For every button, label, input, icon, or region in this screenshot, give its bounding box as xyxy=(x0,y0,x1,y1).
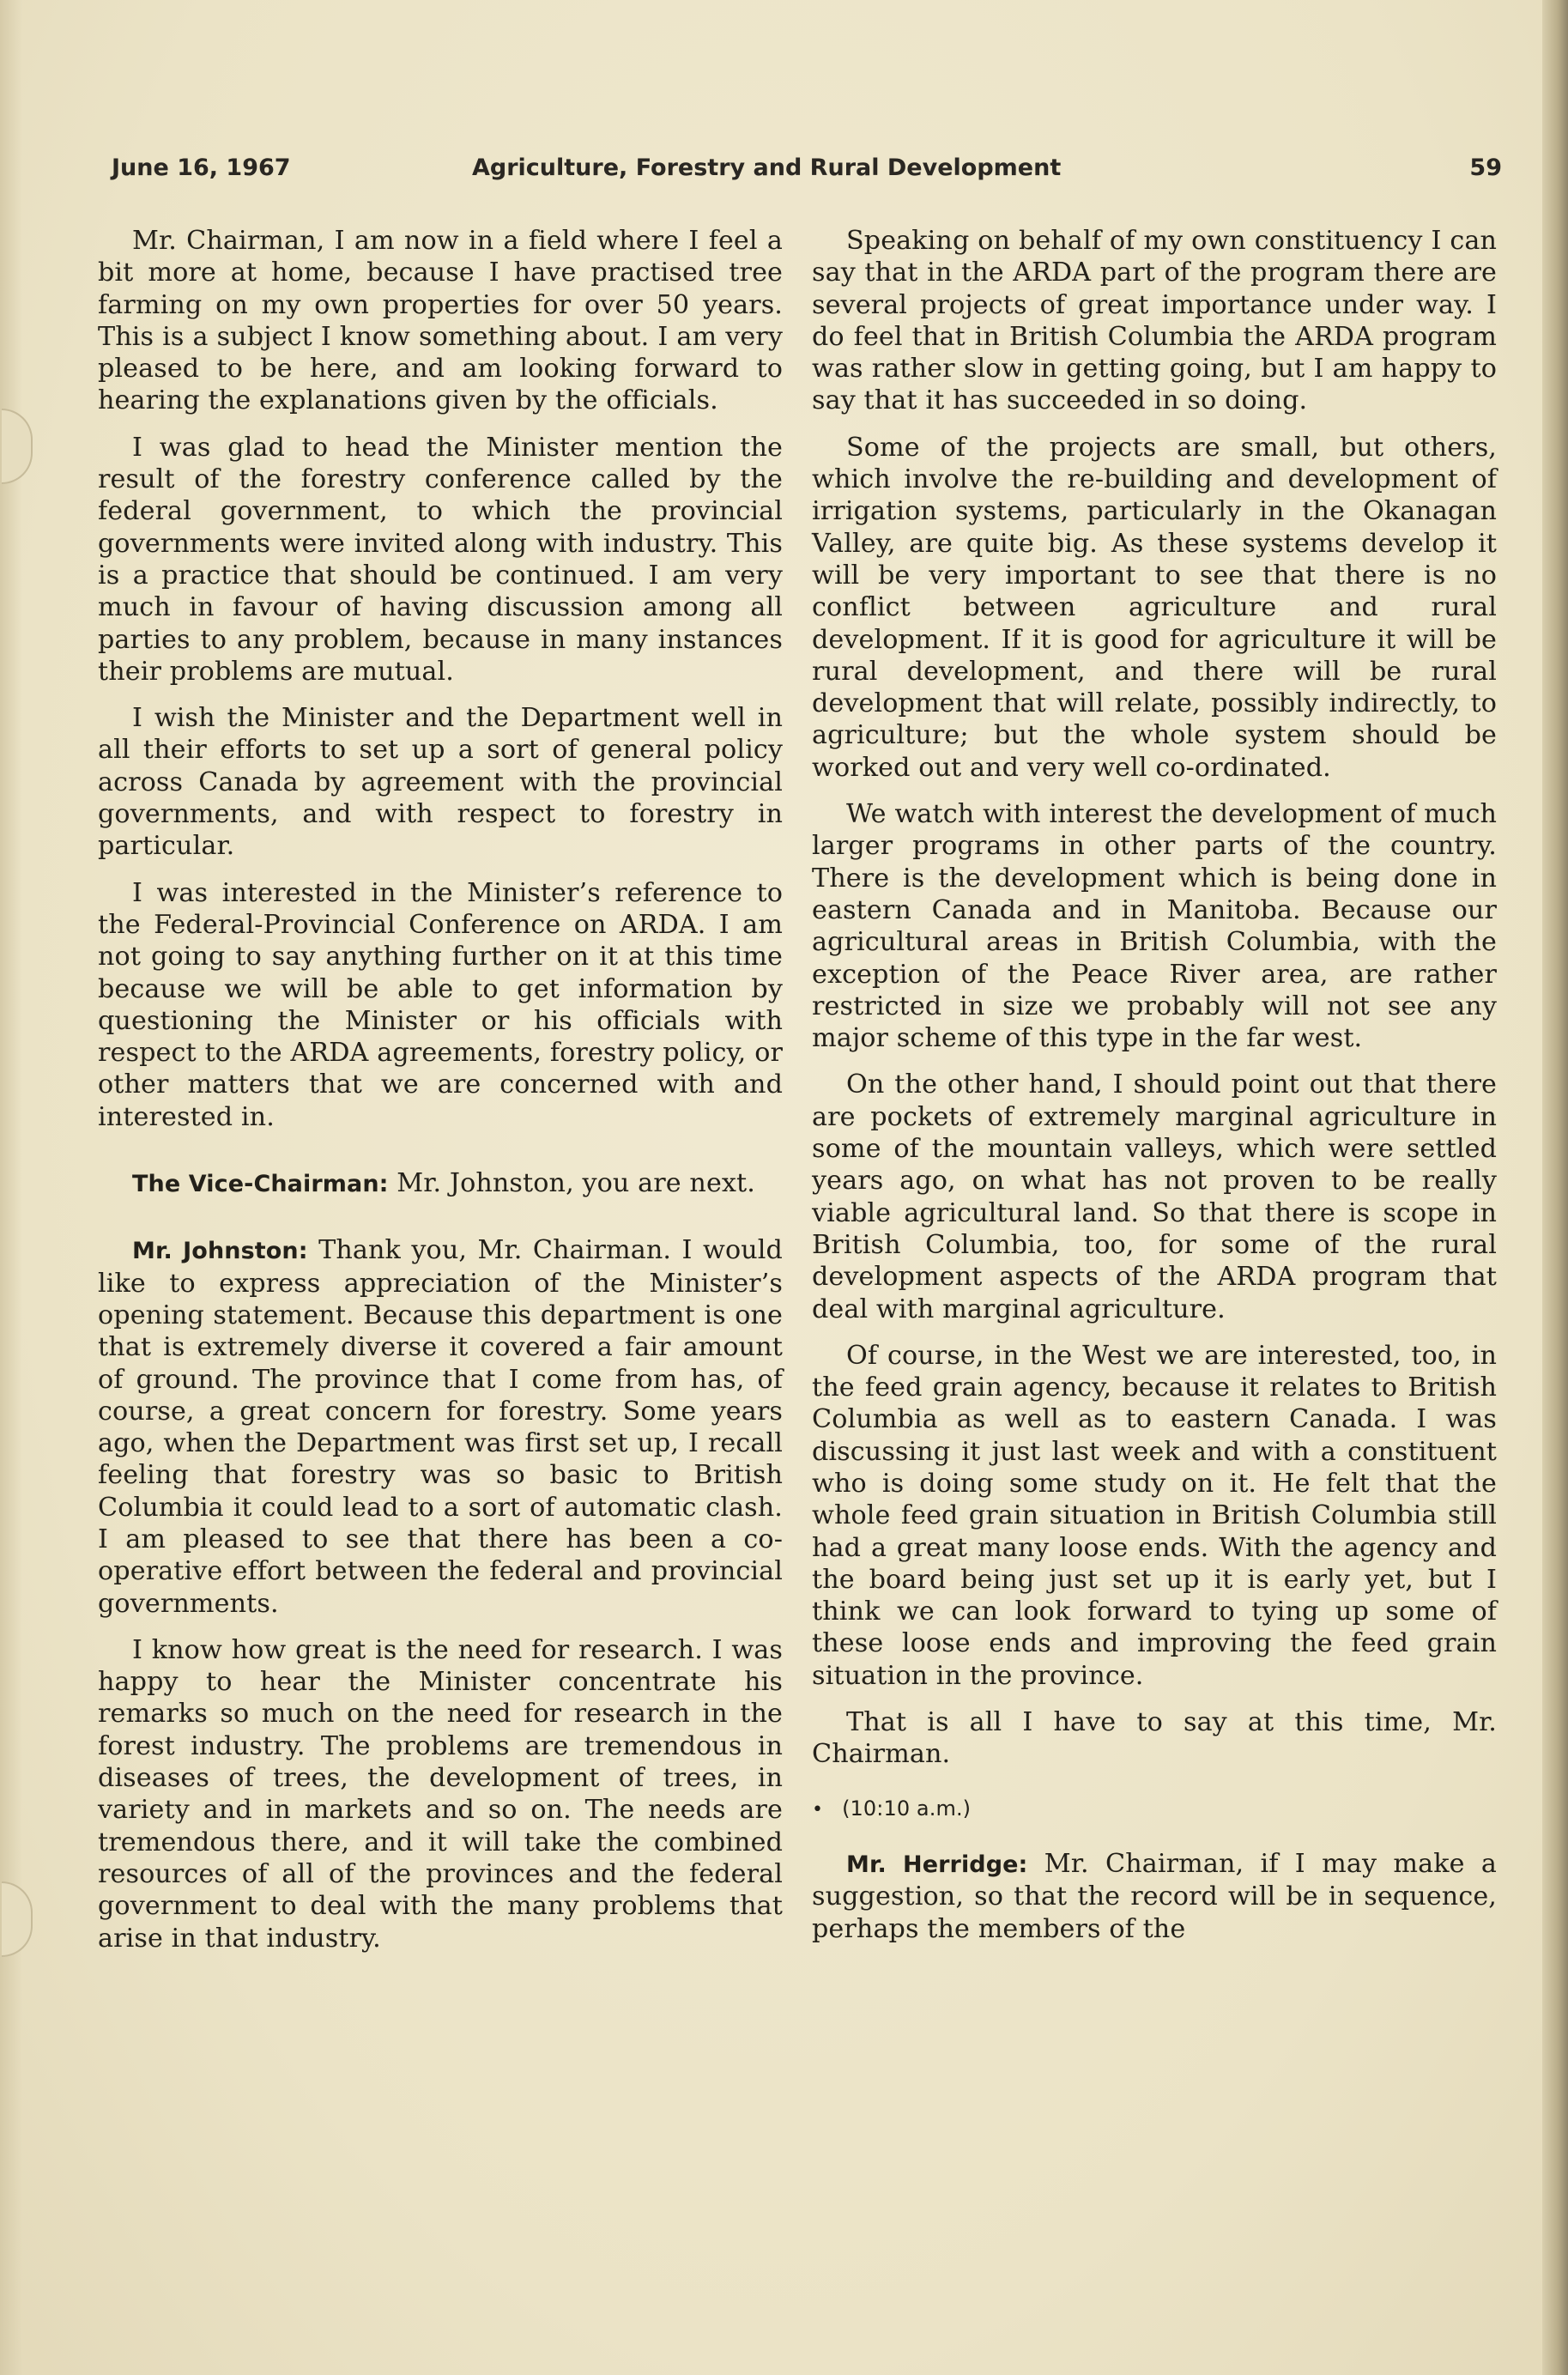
bullet-icon: • xyxy=(812,1798,824,1821)
speech-text: Mr. Chairman, if I may make a suggestion, so that the record will be in sequence, perhaps the members of the xyxy=(812,1848,1497,1944)
paragraph: That is all I have to say at this time, Mr. Chairman. xyxy=(812,1707,1497,1770)
speech-text: Thank you, Mr. Chairman. I would like to express appreciation of the Minister’s opening statement. Because this department is one that is extremely diverse it covered a fair amount of ground. The province that I come from has, of course, a great concern for forestry. Some years ago, when the Department was first set up, I recall feeling that forestry was so basic to British Columbia it could lead to a sort of automatic clash. I am pleased to see that there has been a co-operative effort between the federal and provincial governments. xyxy=(98,1235,783,1619)
paragraph: We watch with interest the development of much larger programs in other parts of the country. There is the development which is being done in eastern Canada and in Manitoba. Because our agricultural areas in British Columbia, with the exception of the Peace River area, are rather restricted in size we probably will not see any major scheme of this type in the far west. xyxy=(812,799,1497,1054)
paragraph: On the other hand, I should point out that there are pockets of extremely marginal agriculture in some of the mountain valleys, which were settled years ago, on what has not proven to be really viable agricultural land. So that there is scope in British Columbia, too, for some of the rural development aspects of the ARDA program that deal with marginal agriculture. xyxy=(812,1069,1497,1324)
header-date: June 16, 1967 xyxy=(112,154,291,181)
binding-shadow xyxy=(0,0,22,2375)
speech-text: Mr. Johnston, you are next. xyxy=(388,1168,755,1199)
speaker-paragraph xyxy=(98,1234,783,1620)
running-header xyxy=(112,154,1502,192)
header-title: Agriculture, Forestry and Rural Development xyxy=(472,154,1062,181)
paragraph: Of course, in the West we are interested, too, in the feed grain agency, because it relates to British Columbia as well as to eastern Canada. I was discussing it just last week and with a constituent who is doing some study on it. He felt that the whole feed grain situation in British Columbia still had a great many loose ends. With the agency and the board being just set up it is early yet, but I think we can look forward to tying up some of these loose ends and improving the feed grain situation in the province. xyxy=(812,1340,1497,1691)
paragraph: Mr. Chairman, I am now in a field where I feel a bit more at home, because I have practised tree farming on my own properties for over 50 years. This is a subject I know something about. I am very pleased to be here, and am looking forward to hearing the explanations given by the officials. xyxy=(98,226,783,416)
page-number: 59 xyxy=(1469,154,1502,181)
speaker-name: The Vice-Chairman: xyxy=(132,1171,389,1198)
left-column xyxy=(98,225,783,1969)
paragraph: Speaking on behalf of my own constituency I can say that in the ARDA part of the program there are several projects of great importance under way. I do feel that in British Columbia the ARDA program was rather slow in getting going, but I am happy to say that it has succeeded in so doing. xyxy=(812,226,1497,416)
right-column xyxy=(812,225,1497,1960)
paragraph: I wish the Minister and the Department well in all their efforts to set up a sort of general policy across Canada by agreement with the provincial governments, and with respect to forestry in particular. xyxy=(98,703,783,862)
paragraph: I know how great is the need for research. I was happy to hear the Minister concentrate his remarks so much on the need for research in the forest industry. The problems are tremendous in diseases of trees, the development of trees, in variety and in markets and so on. The needs are tremendous there, and it will take the combined resources of all of the provinces and the federal government to deal with the many problems that arise in that industry. xyxy=(98,1634,783,1954)
paragraph: I was interested in the Minister’s reference to the Federal-Provincial Conference on ARDA. I am not going to say anything further on it at this time because we will be able to get information by questioning the Minister or his officials with respect to the ARDA agreements, forestry policy, or other matters that we are concerned with and interested in. xyxy=(98,877,783,1132)
speaker-name: Mr. Herridge: xyxy=(846,1851,1028,1878)
speaker-name: Mr. Johnston: xyxy=(132,1238,308,1265)
timestamp-line xyxy=(812,1793,1497,1826)
timestamp: (10:10 a.m.) xyxy=(842,1796,972,1821)
paragraph: I was glad to head the Minister mention the result of the forestry conference called by the federal government, to which the provincial governments were invited along with industry. This is a practice that should be continued. I am very much in favour of having discussion among all parties to any problem, because in many instances their problems are mutual. xyxy=(98,432,783,687)
page-edge xyxy=(1542,0,1568,2375)
speaker-paragraph xyxy=(98,1167,783,1200)
paragraph: Some of the projects are small, but others, which involve the re-building and development of irrigation systems, particularly in the Okanagan Valley, are quite big. As these systems develop it will be very important to see that there is no conflict between agriculture and rural development. If it is good for agriculture it will be rural development, and there will be rural development that will relate, possibly indirectly, to agriculture; but the whole system should be worked out and very well co-ordinated. xyxy=(812,432,1497,783)
speaker-paragraph xyxy=(812,1848,1497,1945)
